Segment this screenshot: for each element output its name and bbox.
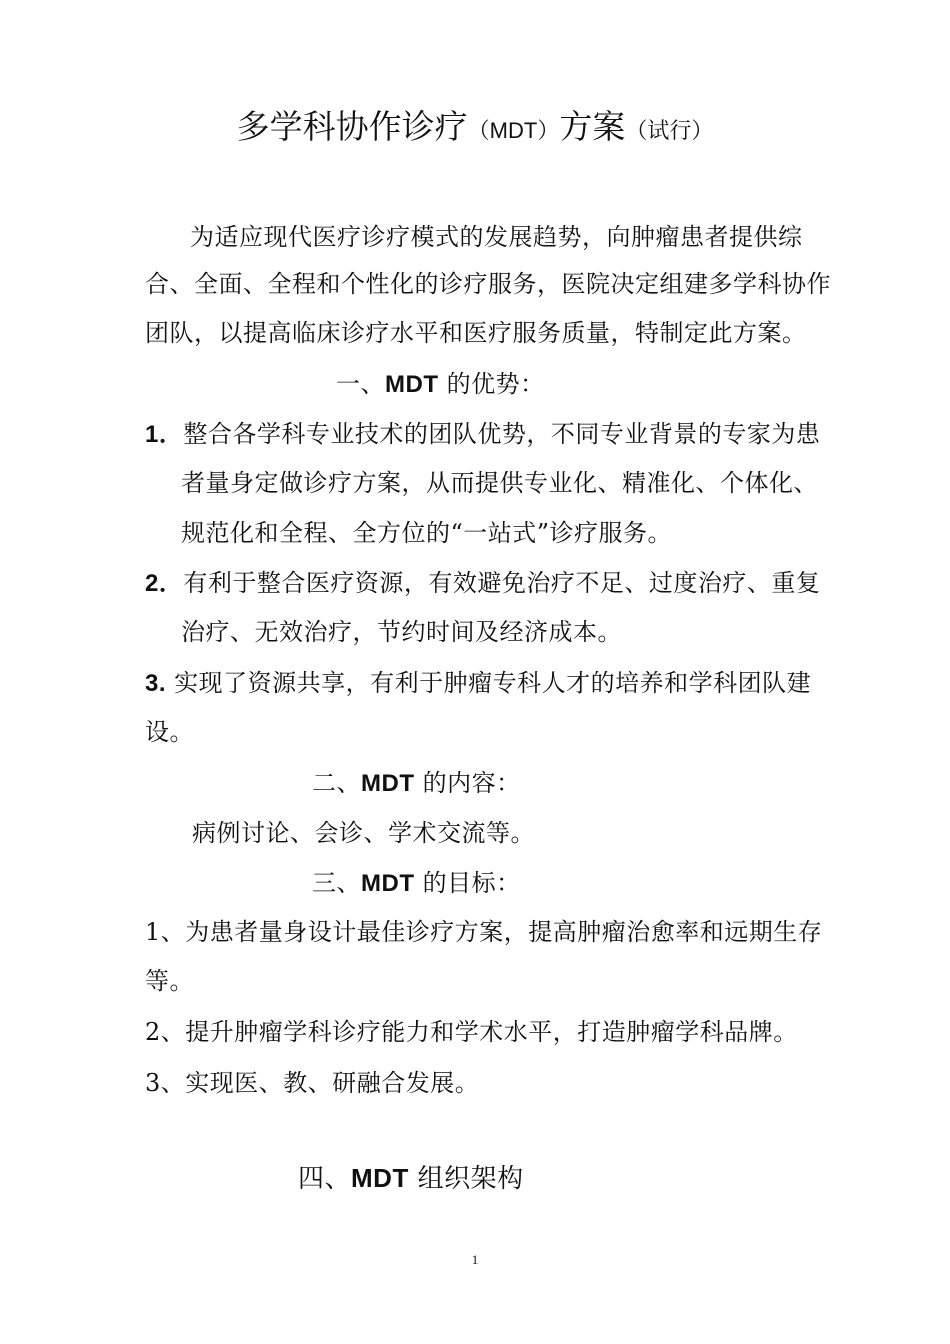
title-note: （试行） — [625, 119, 714, 144]
goal-1-line-2: 等。 — [145, 967, 194, 995]
title-paren-close: ） — [537, 119, 560, 144]
advantage-item-2-line-2: 治疗、无效治疗，节约时间及经济成本。 — [181, 618, 622, 646]
page-title — [0, 105, 950, 154]
content-text: 病例讨论、会诊、学术交流等。 — [192, 819, 535, 847]
intro-line-2: 合、全面、全程和个性化的诊疗服务，医院决定组建多学科协作 — [145, 270, 831, 298]
title-abbr: MDT — [489, 118, 538, 143]
section-heading-advantages: 一、MDT 的优势： — [336, 370, 545, 398]
goal-2: 2、提升肿瘤学科诊疗能力和学术水平，打造肿瘤学科品牌。 — [145, 1018, 798, 1046]
title-main-1: 多学科协作诊疗 — [236, 107, 468, 146]
title-paren-open: （ — [467, 119, 490, 144]
advantage-item-3-line-1: 3. 实现了资源共享，有利于肿瘤专科人才的培养和学科团队建 — [145, 669, 812, 697]
goal-3: 3、实现医、教、研融合发展。 — [145, 1069, 480, 1097]
advantage-item-2-line-1: 2．有利于整合医疗资源，有效避免治疗不足、过度治疗、重复 — [145, 569, 821, 597]
intro-line-3: 团队，以提高临床诊疗水平和医疗服务质量，特制定此方案。 — [145, 319, 807, 347]
page-number: 1 — [471, 1252, 479, 1267]
list-number: 3. — [145, 670, 167, 697]
advantage-item-3-line-2: 设。 — [145, 718, 194, 746]
list-number: 2． — [145, 570, 184, 597]
goal-1-line-1: 1、为患者量身设计最佳诊疗方案，提高肿瘤治愈率和远期生存 — [145, 918, 823, 946]
intro-line-1: 为适应现代医疗诊疗模式的发展趋势，向肿瘤患者提供综 — [190, 223, 803, 251]
advantage-item-1-line-3: 规范化和全程、全方位的“一站式”诊疗服务。 — [181, 519, 673, 547]
advantage-item-1-line-2: 者量身定做诊疗方案，从而提供专业化、精准化、个体化、 — [181, 469, 818, 497]
title-main-2: 方案 — [559, 107, 626, 146]
section-heading-goals: 三、MDT 的目标： — [312, 869, 521, 897]
section-heading-content: 二、MDT 的内容： — [312, 769, 521, 797]
section-heading-organization: 四、MDT 组织架构 — [298, 1163, 524, 1194]
advantage-item-1-line-1: 1．整合各学科专业技术的团队优势，不同专业背景的专家为患 — [145, 420, 821, 448]
list-number: 1． — [145, 421, 184, 448]
